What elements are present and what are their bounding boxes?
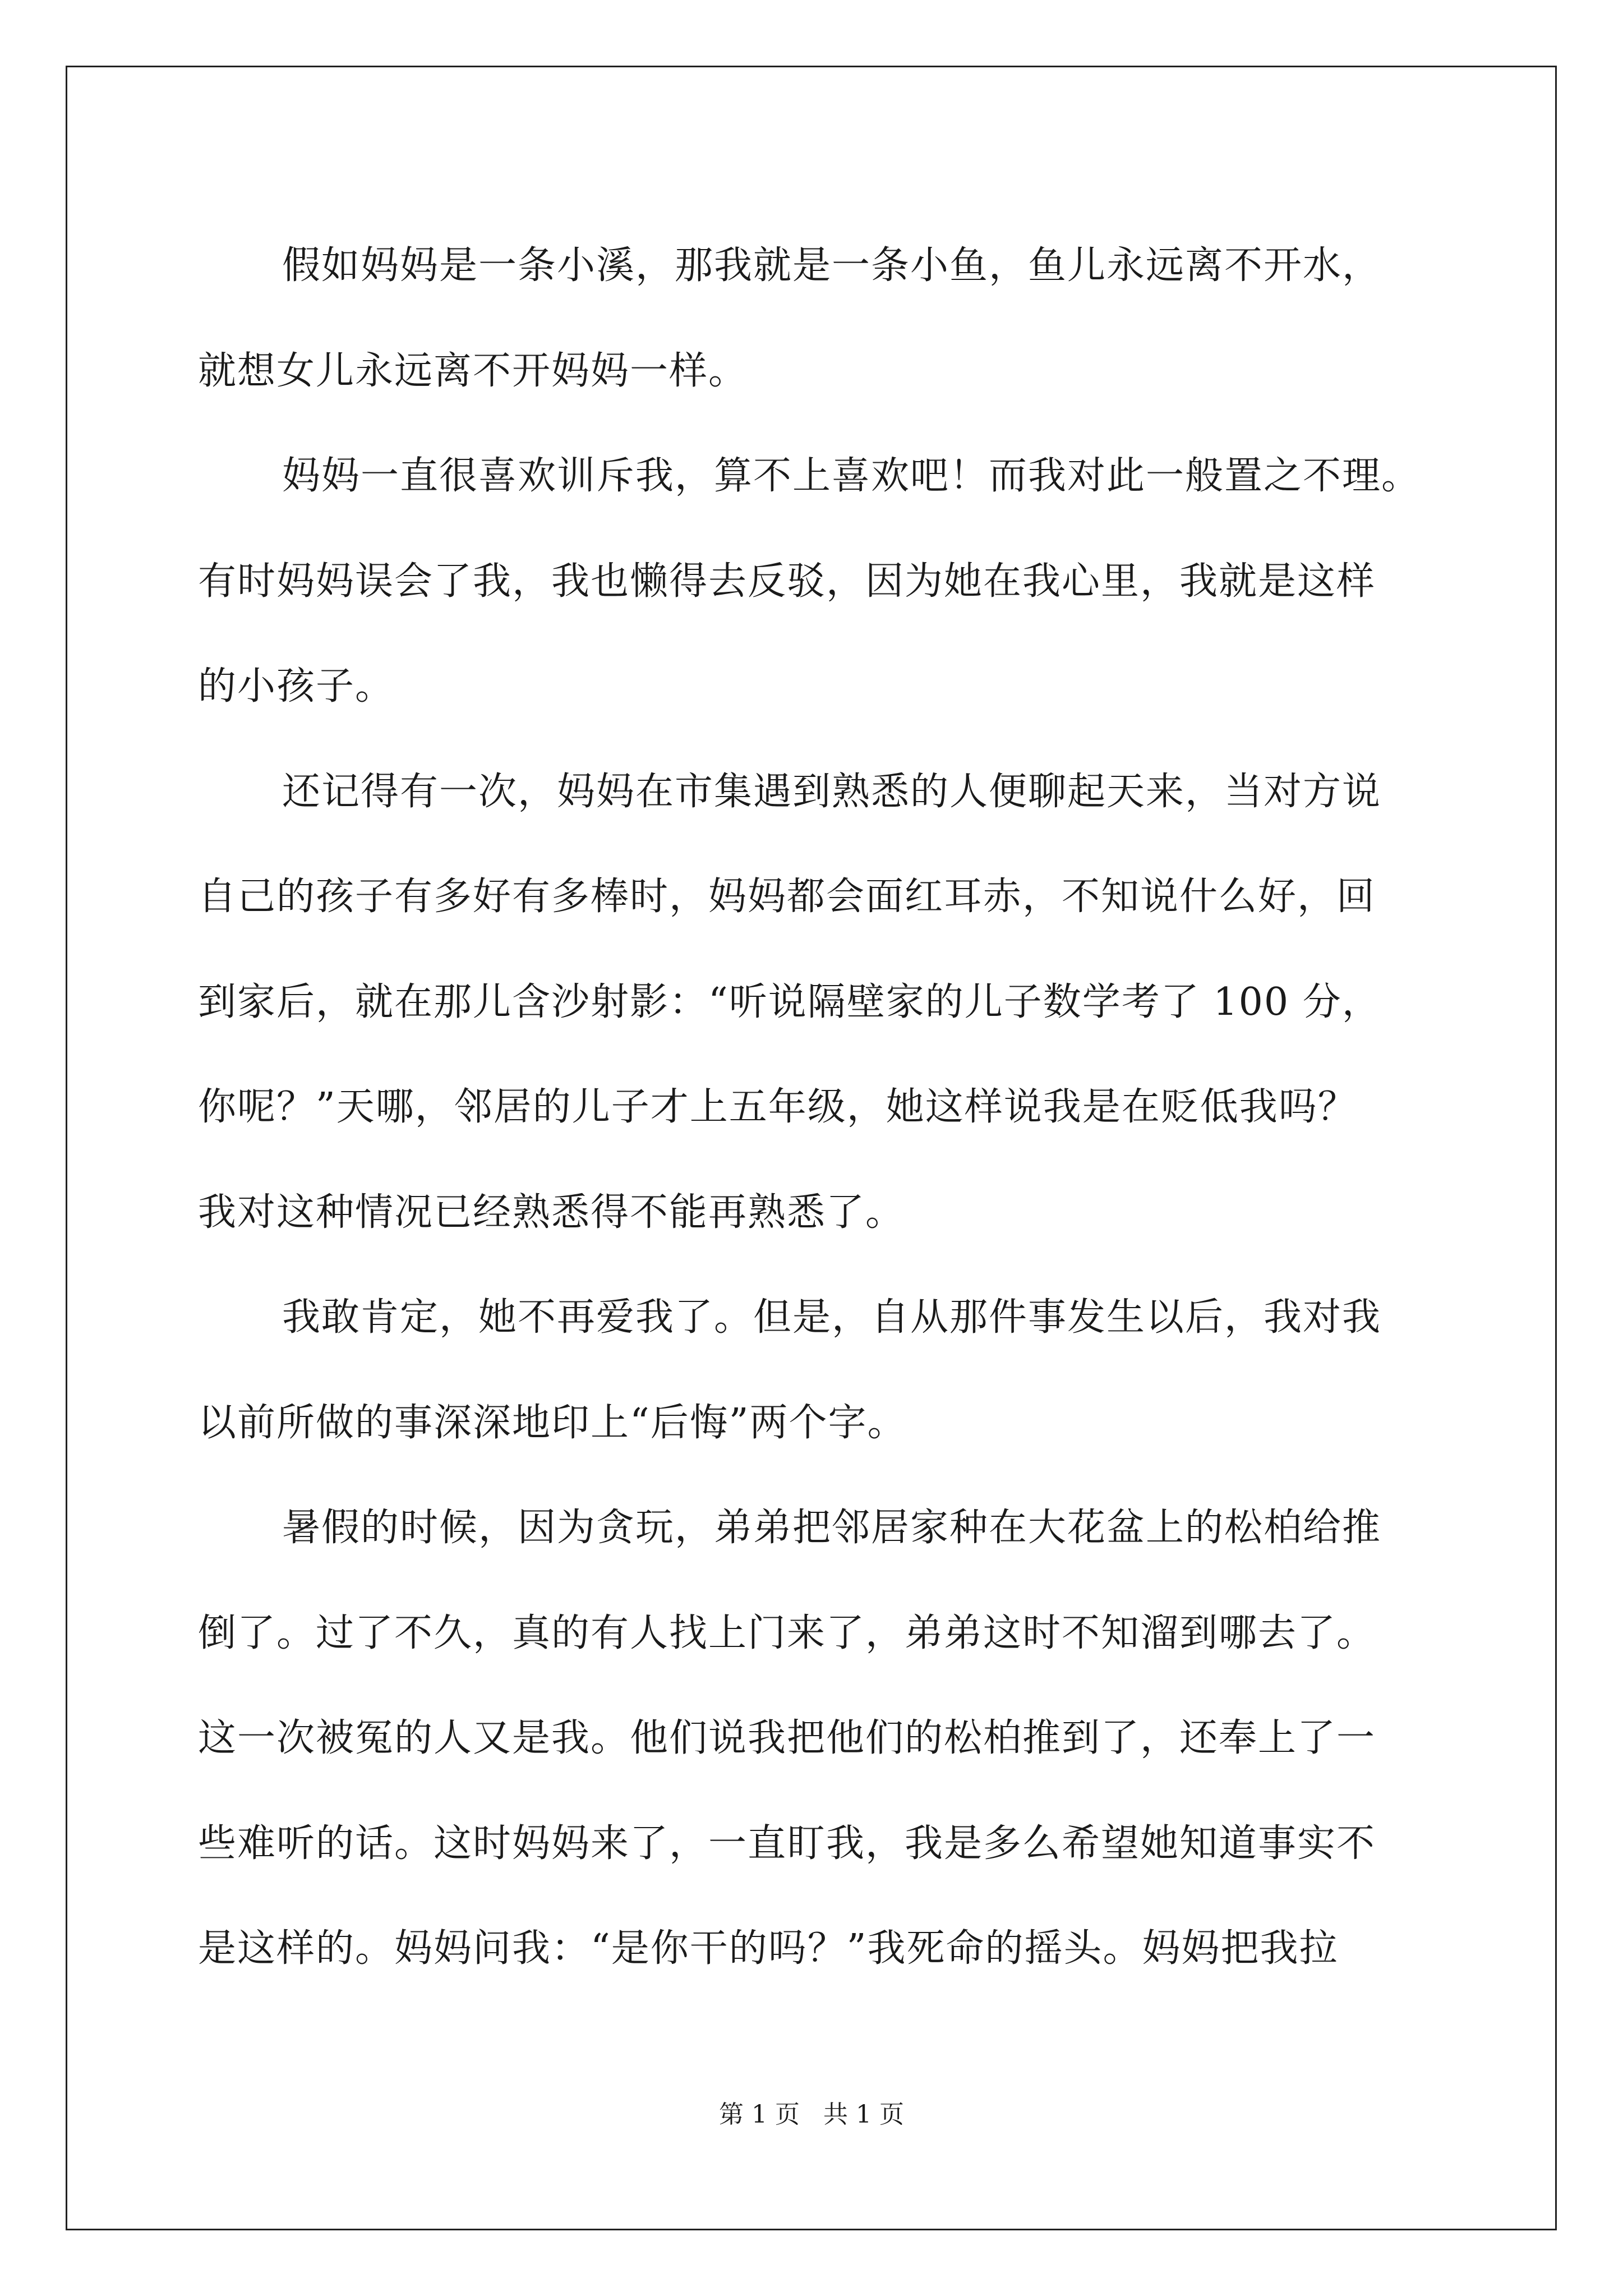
text-line: 自己的孩子有多好有多棒时，妈妈都会面红耳赤，不知说什么好，回: [198, 875, 1376, 919]
text-line: 是这样的。妈妈问我：“是你干的吗？”我死命的摇头。妈妈把我拉: [198, 1926, 1339, 1971]
text-line: 有时妈妈误会了我，我也懒得去反驳，因为她在我心里，我就是这样: [198, 559, 1376, 604]
text-line: 我对这种情况已经熟悉得不能再熟悉了。: [198, 1190, 905, 1235]
text-line: 假如妈妈是一条小溪，那我就是一条小鱼，鱼儿永远离不开水，: [282, 243, 1382, 288]
text-line: 你呢？”天哪，邻居的儿子才上五年级，她这样说我是在贬低我吗？: [198, 1085, 1357, 1129]
text-line: 还记得有一次，妈妈在市集遇到熟悉的人便聊起天来，当对方说: [282, 769, 1382, 814]
text-line: 些难听的话。这时妈妈来了，一直盯我，我是多么希望她知道事实不: [198, 1821, 1376, 1866]
page-total: 共 1 页: [823, 2100, 904, 2129]
page-footer: [0, 2098, 1623, 2132]
page-number: 第 1 页: [719, 2100, 800, 2129]
text-line: 以前所做的事深深地印上“后悔”两个字。: [198, 1400, 907, 1445]
footer-spacer: [800, 2100, 823, 2129]
text-line: 就想女儿永远离不开妈妈一样。: [198, 348, 748, 393]
text-line: 到家后，就在那儿含沙射影：“听说隔壁家的儿子数学考了 100 分，: [198, 979, 1381, 1024]
text-line: 的小孩子。: [198, 664, 395, 708]
document-body: [198, 213, 1432, 2001]
text-line: 这一次被冤的人又是我。他们说我把他们的松柏推到了，还奉上了一: [198, 1716, 1376, 1760]
text-line: 倒了。过了不久，真的有人找上门来了，弟弟这时不知溜到哪去了。: [198, 1611, 1376, 1655]
text-line: 妈妈一直很喜欢训斥我，算不上喜欢吧！而我对此一般置之不理。: [282, 454, 1421, 498]
text-line: 我敢肯定，她不再爱我了。但是，自从那件事发生以后，我对我: [282, 1295, 1382, 1340]
text-line: 暑假的时候，因为贪玩，弟弟把邻居家种在大花盆上的松柏给推: [282, 1506, 1382, 1550]
